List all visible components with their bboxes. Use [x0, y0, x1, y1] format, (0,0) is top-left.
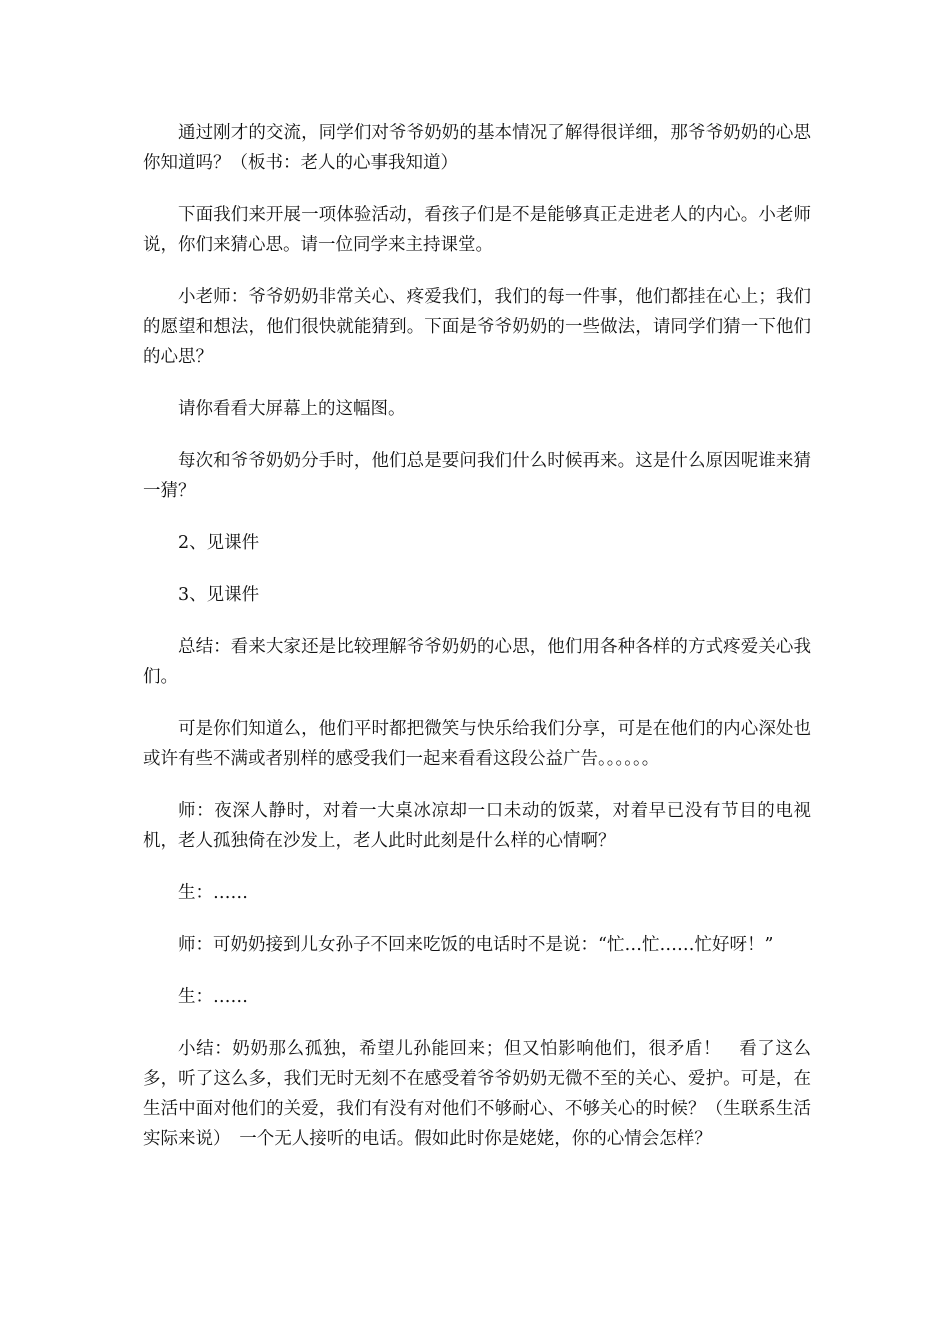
paragraph-6: 2、见课件 [178, 533, 260, 553]
document-body [143, 118, 811, 1176]
paragraph-11: 生：…… [178, 883, 248, 903]
paragraph-1: 通过刚才的交流，同学们对爷爷奶奶的基本情况了解得很详细，那爷爷奶奶的心思你知道吗？（板书：老人的心事我知道） [143, 123, 811, 173]
paragraph-10: 师：夜深人静时，对着一大桌冰凉却一口未动的饭菜，对着早已没有节目的电视机，老人孤独倚在沙发上，老人此时此刻是什么样的心情啊？ [143, 801, 811, 851]
paragraph-5: 每次和爷爷奶奶分手时，他们总是要问我们什么时候再来。这是什么原因呢谁来猜一猜？ [143, 451, 811, 501]
paragraph-3: 小老师：爷爷奶奶非常关心、疼爱我们，我们的每一件事，他们都挂在心上；我们的愿望和想法，他们很快就能猜到。下面是爷爷奶奶的一些做法，请同学们猜一下他们的心思？ [143, 287, 811, 367]
paragraph-12: 师：可奶奶接到儿女孙子不回来吃饭的电话时不是说：“忙…忙……忙好呀！” [178, 935, 774, 955]
paragraph-2: 下面我们来开展一项体验活动，看孩子们是不是能够真正走进老人的内心。小老师说，你们来猜心思。请一位同学来主持课堂。 [143, 205, 811, 255]
paragraph-8: 总结：看来大家还是比较理解爷爷奶奶的心思，他们用各种各样的方式疼爱关心我们。 [143, 637, 811, 687]
paragraph-14: 小结：奶奶那么孤独，希望儿孙能回来；但又怕影响他们，很矛盾！ 看了这么多，听了这么多，我们无时无刻不在感受着爷爷奶奶无微不至的关心、爱护。可是，在生活中面对他们的关爱，我们有没有对他们不够耐心、不够关心的时候？（生联系生活实际来说） 一个无人接听的电话。假如此时你是姥姥，你的心情会怎样？ [143, 1039, 811, 1149]
paragraph-4: 请你看看大屏幕上的这幅图。 [178, 399, 406, 419]
paragraph-7: 3、见课件 [178, 585, 260, 605]
paragraph-9: 可是你们知道么，他们平时都把微笑与快乐给我们分享，可是在他们的内心深处也或许有些不满或者别样的感受我们一起来看看这段公益广告。。。。。。 [143, 719, 811, 769]
paragraph-13: 生：…… [178, 987, 248, 1007]
